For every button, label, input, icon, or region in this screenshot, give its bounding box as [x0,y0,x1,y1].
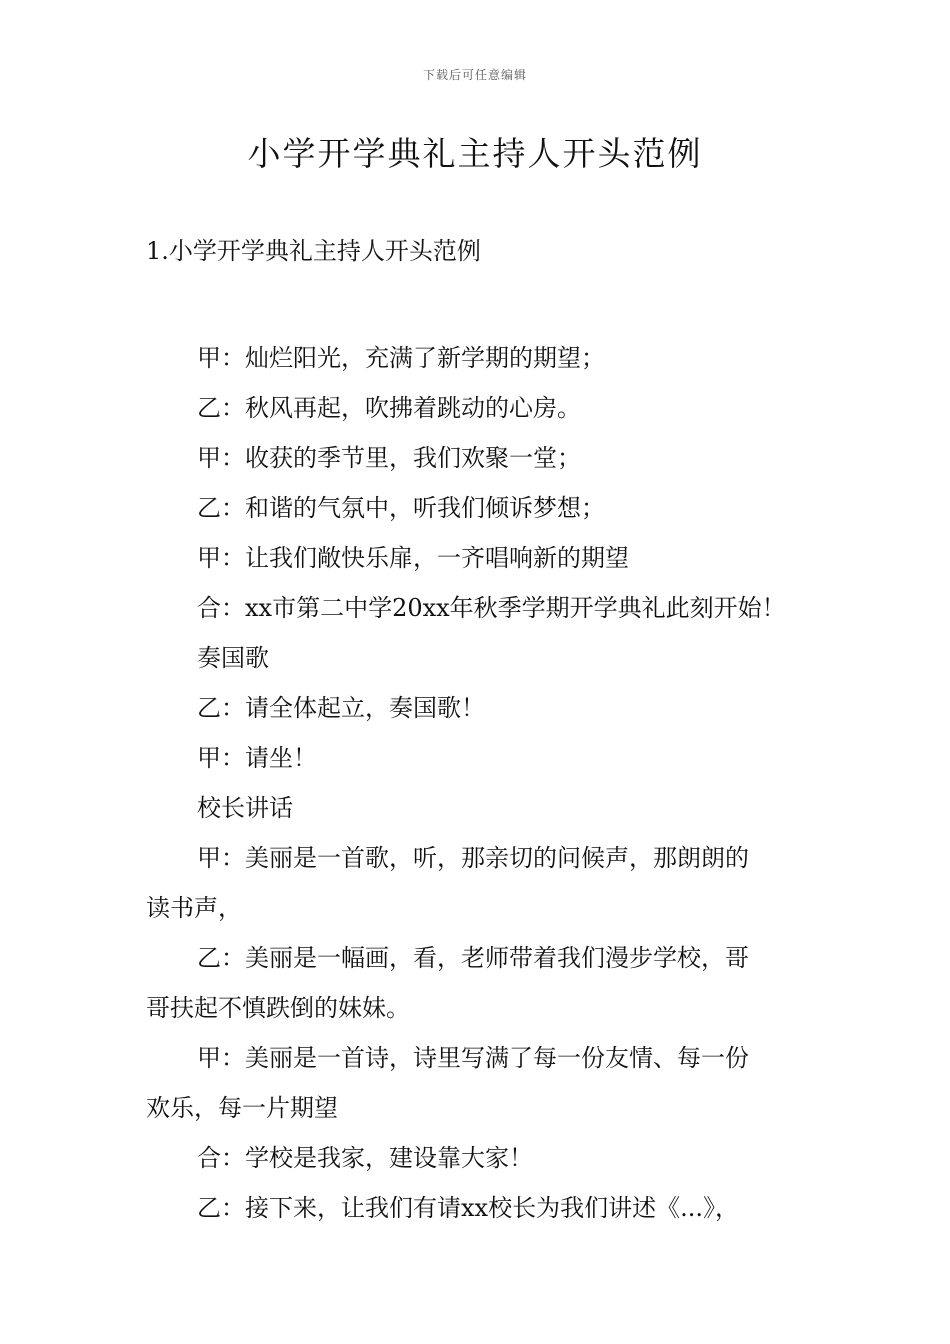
text-line: 哥扶起不慎跌倒的妹妹。 [146,994,410,1022]
section-heading: 1.小学开学典礼主持人开头范例 [146,237,481,265]
text-line: 欢乐，每一片期望 [146,1094,338,1122]
document-title: 小学开学典礼主持人开头范例 [247,134,703,173]
text-line: 甲：收获的季节里，我们欢聚一堂； [197,444,581,472]
text-line: 乙：秋风再起，吹拂着跳动的心房。 [197,394,581,422]
text-line: 奏国歌 [197,644,269,672]
text-line: 甲：灿烂阳光，充满了新学期的期望； [197,344,605,372]
header-note: 下载后可任意编辑 [422,68,527,82]
text-line: 甲：请坐！ [197,744,317,772]
text-line: 甲：美丽是一首歌，听，那亲切的问候声，那朗朗的 [197,844,749,872]
text-line: 读书声， [146,894,242,922]
text-line: 乙：接下来，让我们有请xx校长为我们讲述《...》， [197,1194,739,1222]
text-line: 合：学校是我家，建设靠大家！ [197,1144,533,1172]
text-line: 合：xx市第二中学20xx年秋季学期开学典礼此刻开始！ [197,594,786,622]
text-line: 乙：和谐的气氛中，听我们倾诉梦想； [197,494,605,522]
text-line: 校长讲话 [197,794,293,822]
text-line: 乙：请全体起立，奏国歌！ [197,694,485,722]
text-line: 乙：美丽是一幅画，看，老师带着我们漫步学校，哥 [197,944,749,972]
text-line: 甲：美丽是一首诗，诗里写满了每一份友情、每一份 [197,1044,749,1072]
body-text [146,333,811,1233]
text-line: 甲：让我们敞快乐扉，一齐唱响新的期望 [197,544,629,572]
